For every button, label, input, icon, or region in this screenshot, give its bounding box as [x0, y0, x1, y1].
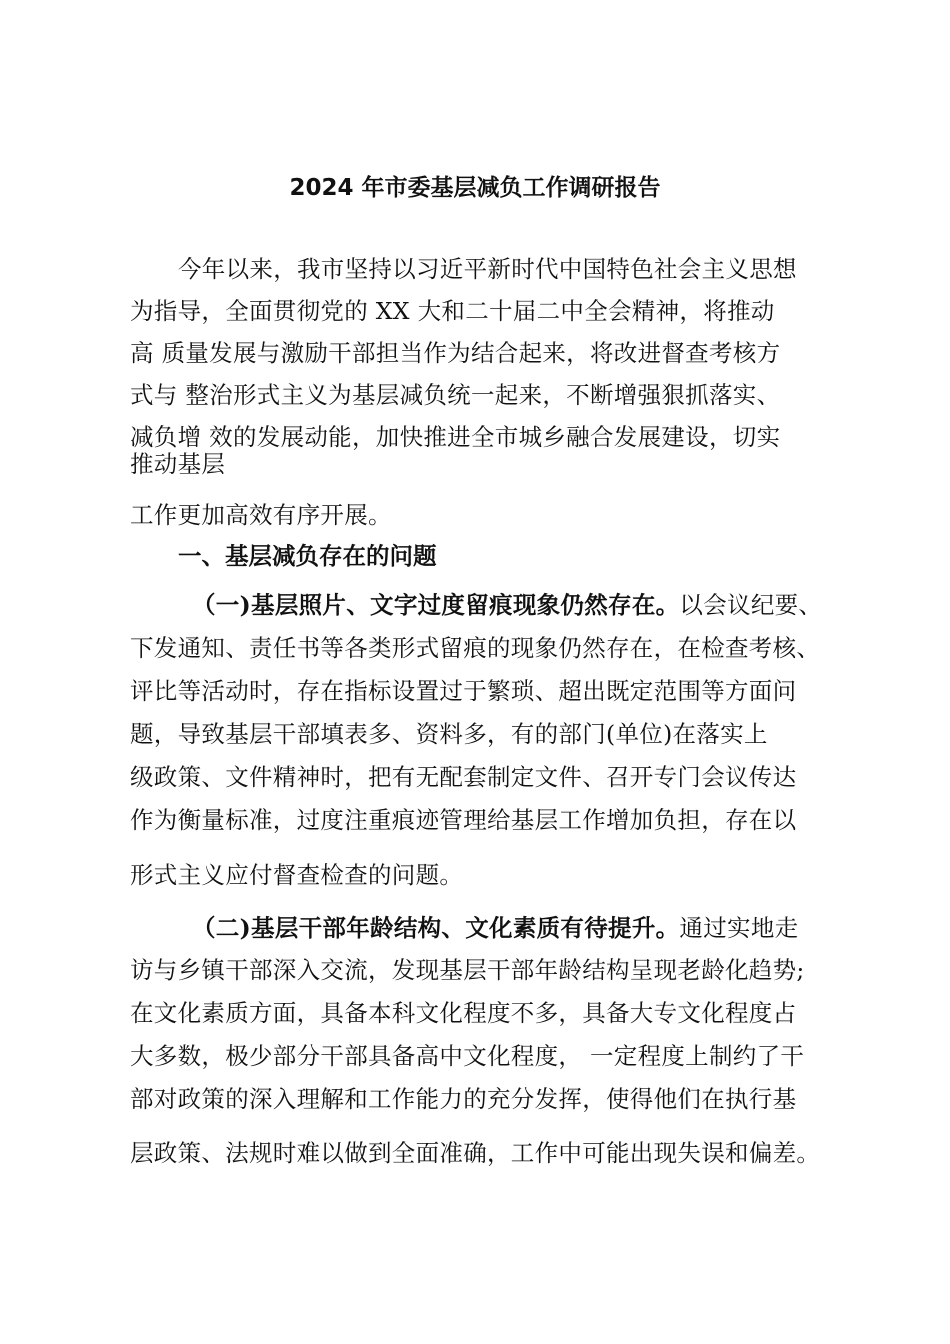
- item1-line-4: 题，导致基层干部填表多、资料多，有的部门(单位)在落实上: [130, 720, 768, 748]
- item1-line-6: 作为衡量标准，过度注重痕迹管理给基层工作增加负担，存在以: [130, 806, 797, 834]
- intro-line-1: 今年以来，我市坚持以习近平新时代中国特色社会主义思想: [178, 255, 797, 283]
- item1-line-3: 评比等活动时，存在指标设置过于繁琐、超出既定范围等方面问: [130, 677, 797, 705]
- item1-first-rest: 以会议纪要、: [679, 591, 823, 619]
- item1-first-line: [192, 588, 822, 622]
- item1-line-2: 下发通知、责任书等各类形式留痕的现象仍然存在，在检查考核、: [130, 634, 821, 662]
- item1-lead: （一)基层照片、文字过度留痕现象仍然存在。: [192, 591, 680, 619]
- intro-line-4: 式与 整治形式主义为基层减负统一起来，不断增强狠抓落实、: [130, 381, 781, 409]
- intro-line-3: 高 质量发展与激励干部担当作为结合起来，将改进督查考核方: [130, 339, 781, 367]
- item2-first-rest: 通过实地走: [679, 914, 799, 942]
- item2-first-line: [192, 911, 798, 945]
- item2-line-4: 大多数，极少部分干部具备高中文化程度， 一定程度上制约了干: [130, 1042, 805, 1070]
- item1-line-7: 形式主义应付督查检查的问题。: [130, 861, 464, 889]
- section-heading: 一、基层减负存在的问题: [178, 542, 437, 570]
- intro-line-7: 工作更加高效有序开展。: [130, 501, 392, 529]
- intro-line-2: 为指导，全面贯彻党的 XX 大和二十届二中全会精神，将推动: [130, 297, 775, 325]
- item1-line-5: 级政策、文件精神时，把有无配套制定文件、召开专门会议传达: [130, 763, 797, 791]
- item2-line-3: 在文化素质方面，具备本科文化程度不多，具备大专文化程度占: [130, 999, 797, 1027]
- item2-line-2: 访与乡镇干部深入交流，发现基层干部年龄结构呈现老龄化趋势;: [130, 956, 805, 984]
- item2-lead: （二)基层干部年龄结构、文化素质有待提升。: [192, 914, 680, 942]
- intro-line-6: 推动基层: [130, 450, 226, 478]
- item2-line-6: 层政策、法规时难以做到全面准确，工作中可能出现失误和偏差。: [130, 1139, 821, 1167]
- intro-line-5: 减负增 效的发展动能，加快推进全市城乡融合发展建设，切实: [130, 423, 781, 451]
- document-title: 2024 年市委基层减负工作调研报告: [289, 175, 661, 201]
- item2-line-5: 部对政策的深入理解和工作能力的充分发挥，使得他们在执行基: [130, 1085, 797, 1113]
